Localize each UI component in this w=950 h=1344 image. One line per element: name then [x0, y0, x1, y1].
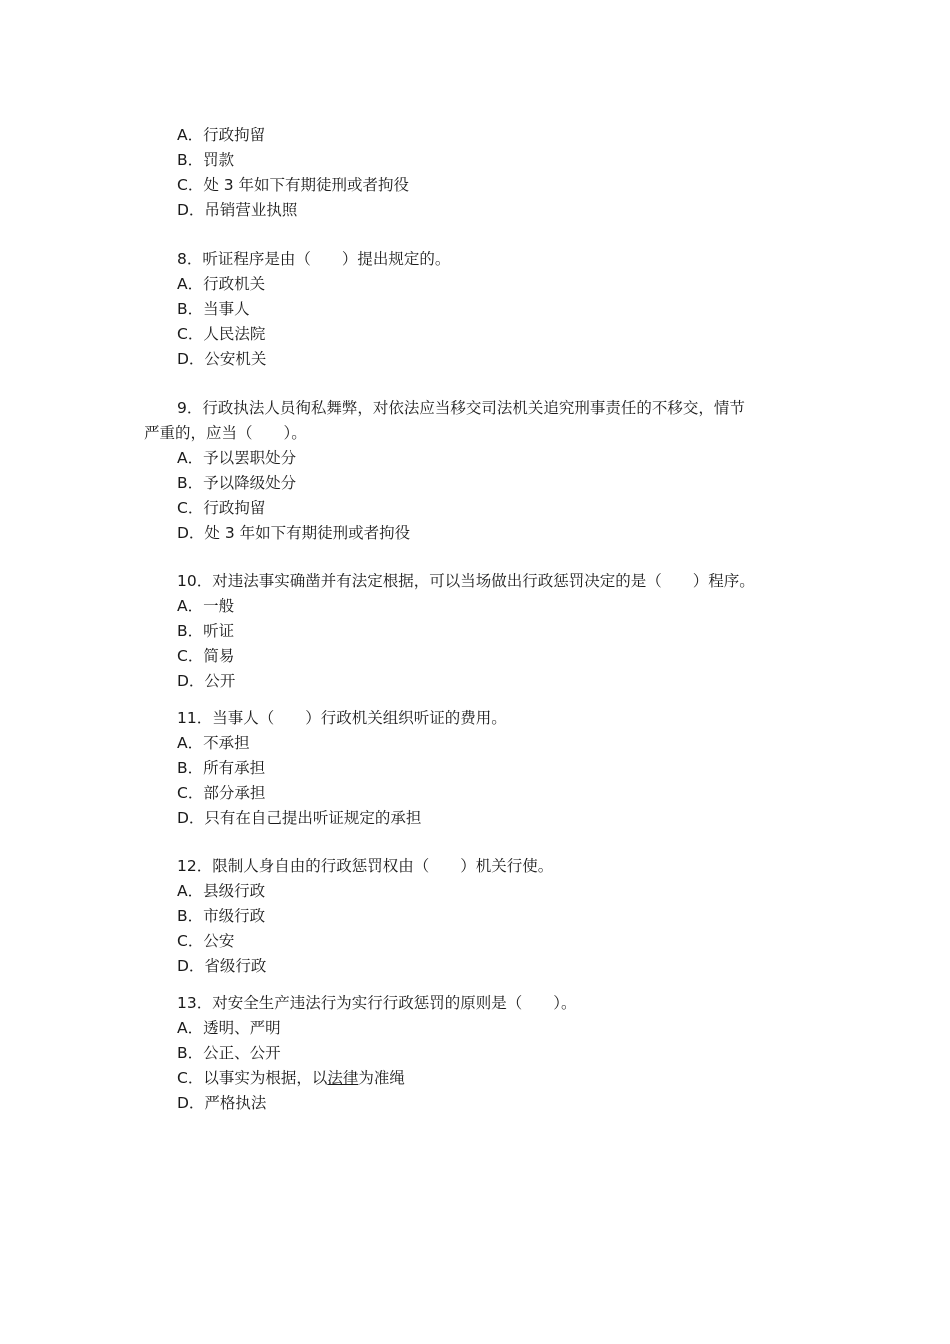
q11-option-b: B．所有承担	[177, 759, 266, 777]
q11-option-d: D．只有在自己提出听证规定的承担	[177, 809, 422, 827]
q13-option-b: B．公正、公开	[177, 1044, 281, 1062]
q10-option-d: D．公开	[177, 672, 236, 690]
q8-stem: 8．听证程序是由（ ）提出规定的。	[177, 250, 451, 268]
q12-option-c: C．公安	[177, 932, 235, 950]
q7-option-b: B．罚款	[177, 151, 235, 169]
q10-option-c: C．简易	[177, 647, 235, 665]
q12-option-d: D．省级行政	[177, 957, 267, 975]
q13-option-c-prefix: C．以事实为根据，以	[177, 1069, 328, 1087]
q13-option-c-underlined: 法律	[327, 1069, 359, 1087]
q13-option-a: A．透明、严明	[177, 1019, 281, 1037]
q13-option-d: D．严格执法	[177, 1094, 267, 1112]
q7-option-d: D．吊销营业执照	[177, 201, 298, 219]
q9-option-a: A．予以罢职处分	[177, 449, 297, 467]
q9-option-c: C．行政拘留	[177, 499, 266, 517]
q10-option-a: A．一般	[177, 597, 235, 615]
q11-option-c: C．部分承担	[177, 784, 266, 802]
q8-option-b: B．当事人	[177, 300, 250, 318]
q13-option-c-suffix: 为准绳	[358, 1069, 405, 1087]
q9-option-b: B．予以降级处分	[177, 474, 297, 492]
q8-option-a: A．行政机关	[177, 275, 266, 293]
q10-stem: 10．对违法事实确凿并有法定根据，可以当场做出行政惩罚决定的是（ ）程序。	[177, 572, 755, 590]
q12-option-b: B．市级行政	[177, 907, 266, 925]
q11-option-a: A．不承担	[177, 734, 250, 752]
q12-stem: 12．限制人身自由的行政惩罚权由（ ）机关行使。	[177, 857, 554, 875]
q10-option-b: B．听证	[177, 622, 235, 640]
q9-stem-line-2: 严重的，应当（ ）。	[144, 424, 307, 442]
q13-option-c	[177, 1066, 405, 1091]
q7-option-c: C．处 3 年如下有期徒刑或者拘役	[177, 176, 410, 194]
q8-option-c: C．人民法院	[177, 325, 266, 343]
q9-stem-line-1: 9．行政执法人员徇私舞弊，对依法应当移交司法机关追究刑事责任的不移交，情节	[177, 399, 745, 417]
q11-stem: 11．当事人（ ）行政机关组织听证的费用。	[177, 709, 507, 727]
q8-option-d: D．公安机关	[177, 350, 267, 368]
q12-option-a: A．县级行政	[177, 882, 266, 900]
q13-stem: 13．对安全生产违法行为实行行政惩罚的原则是（ ）。	[177, 994, 577, 1012]
q9-option-d: D．处 3 年如下有期徒刑或者拘役	[177, 524, 411, 542]
q7-option-a: A．行政拘留	[177, 126, 266, 144]
